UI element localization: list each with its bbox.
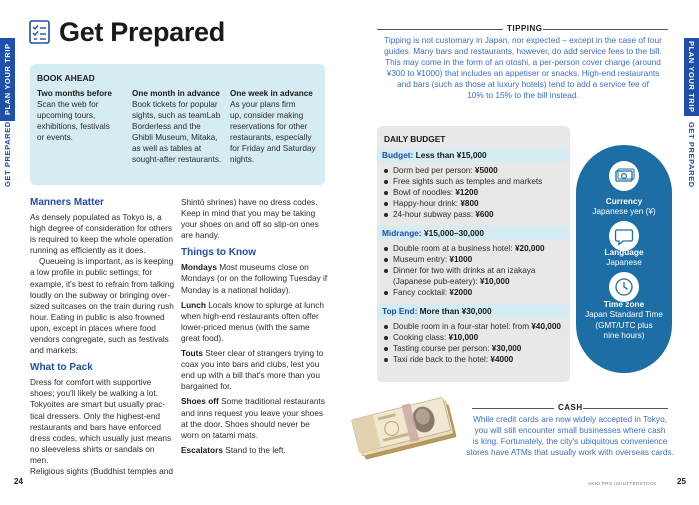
item-text: 24-hour subway pass: bbox=[393, 210, 476, 219]
know-line: lower-priced menus (with the same bbox=[181, 321, 310, 332]
book-ahead-line: Ghibli Museum, Mitaka, bbox=[132, 133, 218, 142]
tipping-line: and bars (such as those at luxury hotels) tend to add a service fee of bbox=[397, 79, 649, 90]
budget-heading: DAILY BUDGET bbox=[384, 134, 446, 144]
book-ahead-heading: BOOK AHEAD bbox=[37, 73, 95, 83]
item-value: ¥40,000 bbox=[531, 322, 561, 331]
manners-line: loudly on the subway or bringing over- bbox=[30, 289, 171, 300]
know-item-shoes bbox=[181, 396, 329, 407]
budget-list-midrange bbox=[383, 243, 568, 298]
page-title: Get Prepared bbox=[59, 17, 225, 47]
manners-line: upon, except in places where food bbox=[30, 322, 156, 333]
tipping-line: 10% to 15% to the bill instead. bbox=[467, 90, 579, 101]
item-text: Bowl of noodles: bbox=[393, 188, 456, 197]
book-ahead-box bbox=[30, 64, 325, 185]
know-text: Most museums close on bbox=[216, 262, 309, 273]
book-ahead-line: nights. bbox=[230, 155, 255, 164]
yen-banknotes-photo bbox=[347, 395, 465, 461]
list-item bbox=[383, 187, 568, 198]
cash-paragraph bbox=[462, 414, 678, 458]
list-item bbox=[383, 343, 568, 354]
banknote-icon bbox=[609, 161, 639, 191]
book-ahead-line: Book tickets for popular bbox=[132, 100, 218, 109]
tipping-line: ¥300 to ¥1000) that includes an appetiser or snacks. High-end restaurants bbox=[386, 68, 660, 79]
know-lead: Lunch bbox=[181, 299, 206, 310]
book-ahead-line: exhibitions, festivals bbox=[37, 122, 110, 131]
pack-line: Tokyoites are smart but usually prac- bbox=[30, 399, 166, 410]
right-side-label-plan: PLAN YOUR TRIP bbox=[687, 41, 696, 113]
book-ahead-line: reservations for other bbox=[230, 122, 308, 131]
time-zone-line: Japan Standard Time bbox=[585, 310, 663, 319]
pack-line: dress codes, which usually just means bbox=[30, 432, 172, 443]
know-item-lunch bbox=[181, 300, 329, 311]
know-line: worn on tatami mats. bbox=[181, 429, 259, 440]
manners-line: As densely populated as Tokyo is, a bbox=[30, 212, 162, 222]
item-text: Dorm bed per person: bbox=[393, 166, 475, 175]
tier-name: Top End: bbox=[382, 306, 418, 316]
list-item bbox=[383, 254, 568, 265]
item-value: ¥5000 bbox=[474, 166, 498, 175]
cash-line: you will still encounter small businesses where cash bbox=[474, 425, 666, 436]
item-text: Free sights such as temples and markets bbox=[393, 177, 543, 186]
list-item bbox=[383, 332, 568, 343]
know-line: coax you into bars and clubs, lest you bbox=[181, 359, 320, 370]
manners-line: example, it's best to refrain from talking bbox=[30, 278, 175, 289]
clock-icon bbox=[609, 272, 639, 302]
item-text: Cooking class: bbox=[393, 333, 449, 342]
know-item-touts bbox=[181, 348, 329, 359]
know-lead: Shoes off bbox=[181, 396, 219, 407]
pack-continued-line: Keep in mind that you may be taking bbox=[181, 208, 316, 219]
book-ahead-col-2 bbox=[132, 88, 230, 165]
cash-line: stores have ATMs that usually work with overseas cards. bbox=[466, 447, 674, 458]
cash-heading: CASH bbox=[558, 403, 583, 412]
know-text: Steer clear of strangers trying to bbox=[202, 348, 324, 359]
manners-line: running as efficiently as it does. bbox=[30, 245, 146, 256]
cash-rule-left bbox=[472, 408, 554, 409]
book-ahead-line: sought-after restaurants. bbox=[132, 155, 222, 164]
left-side-label-plan: PLAN YOUR TRIP bbox=[3, 43, 12, 116]
daily-budget-panel bbox=[377, 126, 570, 382]
currency-title: Currency bbox=[605, 196, 643, 206]
quick-facts-pill bbox=[576, 145, 672, 373]
item-value: ¥600 bbox=[475, 210, 494, 219]
item-value: ¥4000 bbox=[490, 355, 514, 364]
pack-heading: What to Pack bbox=[30, 362, 93, 374]
item-text: Museum entry: bbox=[393, 255, 450, 264]
budget-list-budget bbox=[383, 165, 568, 220]
pack-continued-line: are handy. bbox=[181, 230, 220, 241]
tipping-line: guides. Many bars and restaurants, however, do add service fees to the bill. bbox=[384, 46, 662, 57]
know-line: Monday is a national holiday). bbox=[181, 284, 291, 295]
book-ahead-col-title: One week in advance bbox=[230, 89, 313, 98]
list-item bbox=[383, 209, 568, 220]
book-ahead-line: as well as tables at bbox=[132, 144, 202, 153]
book-ahead-col-title: One month in advance bbox=[132, 89, 220, 98]
book-ahead-line: or events. bbox=[37, 133, 73, 142]
book-ahead-col-title: Two months before bbox=[37, 89, 112, 98]
tier-label bbox=[382, 228, 484, 238]
book-ahead-line: As your plans firm bbox=[230, 100, 296, 109]
time-zone-line: (GMT/UTC plus bbox=[595, 320, 653, 330]
list-item bbox=[383, 176, 568, 187]
list-item bbox=[383, 198, 568, 209]
book-ahead-line: restaurants, especially bbox=[230, 133, 312, 142]
manners-line: vendors congregate, such as festivals bbox=[30, 334, 169, 345]
know-line: Mondays (or on the following Tuesday if bbox=[181, 273, 328, 284]
book-ahead-line: upcoming tours, bbox=[37, 111, 96, 120]
know-line: at the door. Shoes should never be bbox=[181, 418, 310, 429]
left-page-number: 24 bbox=[14, 477, 23, 486]
tier-range: Less than ¥15,000 bbox=[413, 150, 487, 160]
manners-line: sized suitcases on the train during rush bbox=[30, 300, 174, 311]
photo-credit: AKIO PRO /SHUTTERSTOCK bbox=[588, 481, 657, 486]
tier-range: ¥15,000–30,000 bbox=[421, 228, 484, 238]
know-line: and inns request you leave your shoes bbox=[181, 407, 324, 418]
book-ahead-line: up, consider making bbox=[230, 111, 304, 120]
list-item bbox=[383, 321, 568, 332]
time-zone-value bbox=[576, 310, 672, 342]
tier-name: Budget: bbox=[382, 150, 414, 160]
book-ahead-line: Scan the web for bbox=[37, 100, 99, 109]
cash-line: is king. Fortunately, the city's ubiquitous convenience bbox=[472, 436, 668, 447]
item-value: ¥1200 bbox=[455, 188, 479, 197]
book-ahead-line: Borderless and the bbox=[132, 122, 201, 131]
item-value: ¥800 bbox=[460, 199, 479, 208]
item-text: Double room at a business hotel: bbox=[393, 244, 515, 253]
budget-list-top-end bbox=[383, 321, 568, 365]
item-text: Dinner for two with drinks at an izakaya (Japanese pub-eatery): bbox=[393, 266, 536, 286]
item-value: ¥1000 bbox=[449, 255, 473, 264]
item-text: Fancy cocktail: bbox=[393, 288, 450, 297]
know-text: Stand to the left. bbox=[222, 444, 286, 455]
pack-line: shoes; you'll likely be walking a lot. bbox=[30, 388, 158, 399]
tipping-heading: TIPPING bbox=[507, 24, 543, 33]
know-line: end up with a bill that's more than you bbox=[181, 370, 321, 381]
book-ahead-col-1 bbox=[37, 88, 132, 143]
tier-name: Midrange: bbox=[382, 228, 422, 238]
manners-line: high degree of consideration for others bbox=[30, 223, 173, 234]
item-value: ¥10,000 bbox=[479, 277, 510, 286]
tipping-rule-right bbox=[543, 29, 668, 30]
language-value: Japanese bbox=[606, 258, 642, 267]
checklist-icon bbox=[29, 20, 50, 44]
know-line: great food). bbox=[181, 332, 224, 343]
budget-tier-budget bbox=[377, 148, 570, 162]
pack-line: tical dressers. Only the highest-end bbox=[30, 410, 161, 421]
list-item bbox=[383, 243, 568, 254]
book-ahead-line: sights, such as teamLab bbox=[132, 111, 221, 120]
know-line: bargained for. bbox=[181, 381, 232, 392]
item-text: Happy-hour drink: bbox=[393, 199, 461, 208]
item-value: ¥2000 bbox=[449, 288, 473, 297]
manners-heading: Manners Matter bbox=[30, 197, 104, 208]
item-text: Taxi ride back to the hotel: bbox=[393, 355, 491, 364]
manners-line: Queueing is important, as is keeping bbox=[39, 256, 174, 267]
list-item bbox=[383, 265, 568, 287]
know-line: when high-end restaurants often offer bbox=[181, 310, 319, 321]
book-ahead-line: for Friday and Saturday bbox=[230, 144, 316, 153]
tipping-rule-left bbox=[377, 29, 503, 30]
middle-text-column bbox=[181, 197, 329, 456]
tipping-line: Tipping is not customary in Japan, nor expected – except in the case of tour bbox=[384, 35, 662, 45]
know-lead: Escalators bbox=[181, 444, 223, 455]
currency-value: Japanese yen (¥) bbox=[592, 207, 656, 216]
cash-line: While credit cards are now widely accepted in Tokyo, bbox=[473, 414, 667, 424]
item-value: ¥10,000 bbox=[448, 333, 479, 342]
pack-line: restaurants and bars have enforced bbox=[30, 421, 161, 432]
budget-tier-midrange bbox=[377, 226, 570, 240]
pack-continued-line: Shintō shrines) have no dress codes. bbox=[181, 197, 318, 207]
manners-line: hour. Eating in public is also frowned bbox=[30, 311, 165, 322]
pack-line: Religious sights (Buddhist temples and bbox=[30, 465, 173, 476]
item-value: ¥20,000 bbox=[514, 244, 545, 253]
know-item-mondays bbox=[181, 262, 329, 273]
item-text: Tasting course per person: bbox=[393, 344, 492, 353]
left-text-column bbox=[30, 197, 175, 477]
manners-line: is required to keep the whole operation bbox=[30, 234, 173, 245]
know-text: Locals know to splurge at lunch bbox=[205, 299, 324, 310]
know-text: Some traditional restaurants bbox=[218, 396, 325, 407]
tier-label bbox=[382, 150, 487, 160]
tier-label bbox=[382, 306, 492, 316]
pack-line: no sleeveless shirts or sandals on men. bbox=[30, 443, 155, 465]
tier-range: More than ¥30,000 bbox=[417, 306, 492, 316]
know-lead: Touts bbox=[181, 348, 203, 359]
list-item bbox=[383, 287, 568, 298]
right-page-number: 25 bbox=[677, 477, 686, 486]
list-item bbox=[383, 165, 568, 176]
language-title: Language bbox=[604, 247, 644, 257]
tipping-paragraph bbox=[373, 35, 673, 102]
right-side-label-get-prepared: GET PREPARED bbox=[687, 122, 696, 188]
know-item-escalators bbox=[181, 445, 329, 456]
know-heading: Things to Know bbox=[181, 247, 256, 259]
item-value: ¥30,000 bbox=[491, 344, 522, 353]
item-text: Double room in a four-star hotel: from bbox=[393, 322, 532, 331]
pack-continued-line: your shoes on and off so slip-on ones bbox=[181, 219, 319, 230]
pack-line: Dress for comfort with supportive bbox=[30, 377, 152, 388]
list-item bbox=[383, 354, 568, 365]
left-side-label-get-prepared: GET PREPARED bbox=[3, 121, 12, 187]
budget-tier-top-end bbox=[377, 304, 570, 318]
time-zone-line: nine hours) bbox=[603, 331, 645, 340]
tipping-line: This may come in the form of an otoshi, a per-person cover charge (around bbox=[385, 57, 661, 68]
book-ahead-col-3 bbox=[230, 88, 322, 165]
manners-line: and markets. bbox=[30, 345, 78, 356]
time-zone-title: Time zone bbox=[603, 299, 645, 309]
know-lead: Mondays bbox=[181, 262, 217, 273]
cash-rule-right bbox=[583, 408, 668, 409]
manners-line: a low profile in public settings; for bbox=[30, 267, 153, 278]
